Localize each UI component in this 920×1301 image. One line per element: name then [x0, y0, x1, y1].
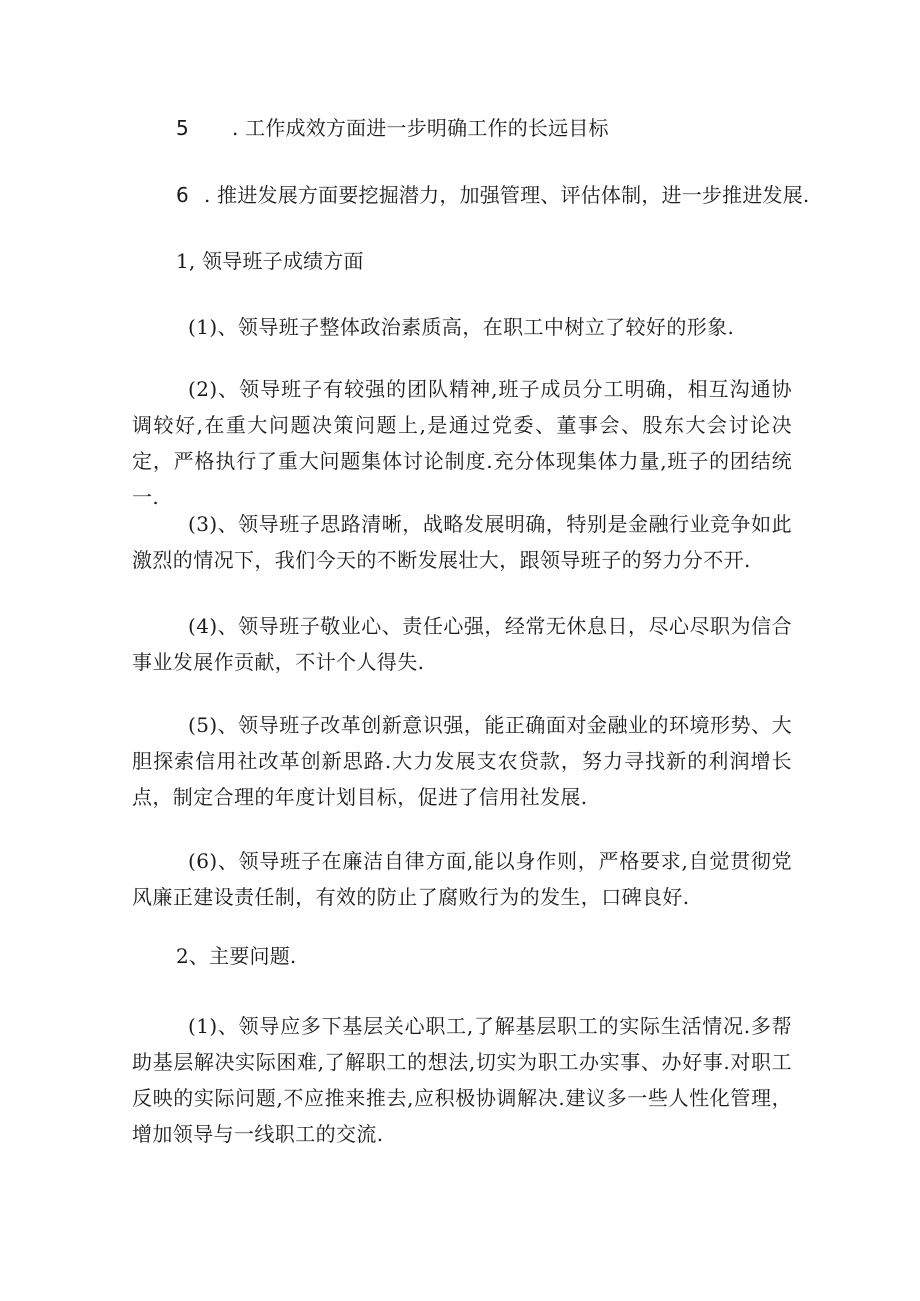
item-5-number: 5	[176, 116, 189, 140]
section-1-item-6	[132, 843, 792, 915]
section-1-item-5-text: (5)、领导班子改革创新意识强，能正确面对金融业的环境形势、大胆探索信用社改革创新思路.大力发展支农贷款，努力寻找新的利润增长点，制定合理的年度计划目标，促进了信用社发展.	[132, 713, 792, 809]
section-1-item-4-text: (4)、领导班子敬业心、责任心强，经常无休息日，尽心尽职为信合事业发展作贡献，不计个人得失.	[132, 614, 792, 674]
section-1-item-4	[132, 608, 792, 680]
section-1-item-5	[132, 707, 792, 815]
section-2-item-1	[132, 1008, 792, 1152]
item-5	[176, 113, 609, 143]
section-1-item-2-text: (2)、领导班子有较强的团队精神,班子成员分工明确，相互沟通协调较好,在重大问题决策问题上,是通过党委、董事会、股东大会讨论决定，严格执行了重大问题集体讨论制度.充分体现集体力量,班子的团结统一.	[132, 377, 792, 509]
item-5-text: . 工作成效方面进一步明确工作的长远目标	[232, 116, 609, 140]
section-1-heading: 1, 领导班子成绩方面	[176, 249, 364, 273]
section-1-item-1-text: (1)、领导班子整体政治素质高，在职工中树立了较好的形象.	[188, 315, 735, 339]
section-1-item-3-text: (3)、领导班子思路清晰，战略发展明确，特别是金融行业竞争如此激烈的情况下，我们今天的不断发展壮大，跟领导班子的努力分不开.	[132, 512, 792, 572]
section-1-item-2	[132, 371, 792, 515]
item-6-text: . 推进发展方面要挖掘潜力，加强管理、评估体制，进一步推进发展.	[204, 183, 810, 207]
section-1-item-6-text: (6)、领导班子在廉洁自律方面,能以身作则，严格要求,自觉贯彻党风廉正建设责任制，有效的防止了腐败行为的发生，口碑良好.	[132, 849, 792, 909]
item-6	[176, 180, 809, 210]
section-1-item-1	[132, 309, 792, 345]
section-2-item-1-text: (1)、领导应多下基层关心职工,了解基层职工的实际生活情况.多帮助基层解决实际困难,了解职工的想法,切实为职工办实事、办好事.对职工反映的实际问题,不应推来推去,应积极协调解决.建议多一些人性化管理，增加领导与一线职工的交流.	[132, 1014, 792, 1146]
section-1-item-3	[132, 506, 792, 578]
section-2-heading: 2、主要问题.	[176, 944, 297, 968]
item-6-number: 6	[176, 183, 189, 207]
